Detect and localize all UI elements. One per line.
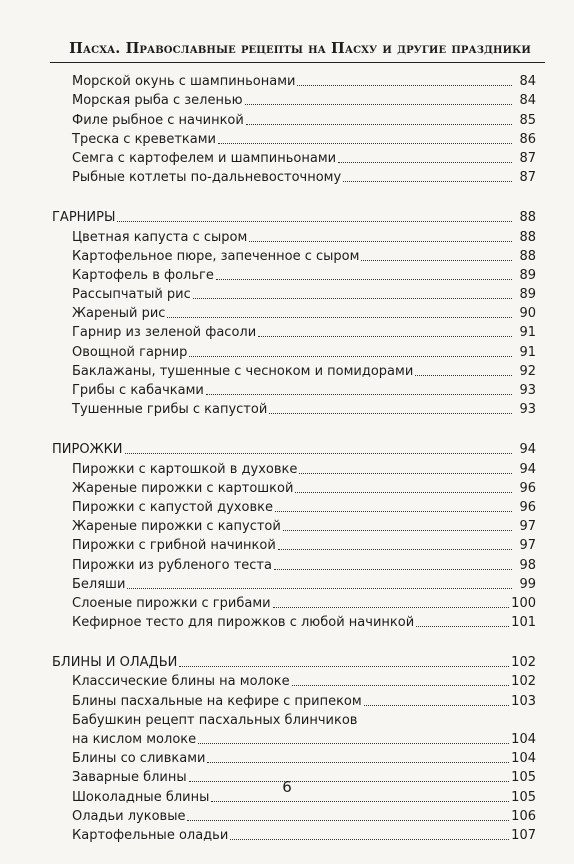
toc-entry-title: Классические блины на молоке bbox=[72, 674, 290, 690]
dot-leader bbox=[187, 820, 509, 821]
toc-entry-page: 84 bbox=[519, 93, 536, 109]
toc-entry bbox=[52, 611, 536, 630]
toc-entry bbox=[52, 108, 536, 127]
toc-entry-page: 87 bbox=[519, 150, 536, 166]
toc-entry bbox=[52, 128, 536, 147]
toc-section bbox=[52, 70, 536, 185]
toc-entry-page: 94 bbox=[519, 442, 536, 458]
toc-entry bbox=[52, 70, 536, 89]
toc-entry bbox=[52, 89, 536, 108]
toc-entry-page: 97 bbox=[519, 538, 536, 554]
dot-leader bbox=[193, 298, 512, 299]
page-number: 6 bbox=[282, 778, 292, 796]
dot-leader bbox=[274, 569, 512, 570]
toc-section-heading bbox=[52, 651, 536, 670]
dot-leader bbox=[167, 317, 512, 318]
dot-leader bbox=[127, 588, 512, 589]
toc-entry bbox=[52, 340, 536, 359]
toc-entry-page: 101 bbox=[511, 615, 536, 631]
toc-entry-title: Беляши bbox=[72, 576, 126, 592]
toc-entry bbox=[52, 824, 536, 843]
header-rule bbox=[50, 62, 545, 63]
toc-section-heading bbox=[52, 206, 536, 225]
toc-entry bbox=[52, 534, 536, 553]
toc-entry-title: Морской окунь с шампиньонами bbox=[72, 74, 296, 90]
toc-entry bbox=[52, 245, 536, 264]
dot-leader bbox=[245, 104, 512, 105]
toc-entry-title: Овощной гарнир bbox=[72, 344, 188, 360]
running-header: Пасха. Православные рецепты на Пасху и другие праздники bbox=[69, 40, 531, 57]
toc-entry bbox=[52, 747, 536, 766]
toc-entry bbox=[52, 496, 536, 515]
toc-entry-title: Картофель в фольге bbox=[72, 267, 214, 283]
toc-entry-page: 104 bbox=[511, 751, 536, 767]
toc-entry-title: Картофельные оладьи bbox=[72, 827, 229, 843]
toc-entry bbox=[52, 283, 536, 302]
toc-entry-title: Картофельное пюре, запеченное с сыром bbox=[72, 248, 360, 264]
toc-entry-title: Треска с креветками bbox=[72, 131, 216, 147]
dot-leader bbox=[269, 413, 512, 414]
dot-leader bbox=[125, 453, 512, 454]
toc-entry bbox=[52, 689, 536, 708]
toc-entry-title: на кислом молоке bbox=[72, 732, 197, 747]
dot-leader bbox=[179, 666, 509, 667]
dot-leader bbox=[230, 839, 509, 840]
toc-entry-title: Цветная капуста с сыром bbox=[72, 229, 248, 245]
toc-entry bbox=[52, 592, 536, 611]
toc-entry-page: 97 bbox=[519, 519, 536, 535]
toc-entry-title: Жареные пирожки с картошкой bbox=[72, 480, 294, 496]
toc-entry bbox=[52, 515, 536, 534]
toc-entry-title: Семга с картофелем и шампиньонами bbox=[72, 150, 337, 166]
toc-entry-title: Баклажаны, тушенные с чесноком и помидорами bbox=[72, 363, 414, 379]
dot-leader bbox=[278, 549, 512, 550]
dot-leader bbox=[216, 279, 512, 280]
toc-entry-title: Рассыпчатый рис bbox=[72, 287, 191, 303]
toc-entry bbox=[52, 457, 536, 476]
toc-entry-page: 102 bbox=[511, 674, 536, 690]
toc-entry-title: Грибы с кабачками bbox=[72, 383, 204, 398]
dot-leader bbox=[273, 607, 510, 608]
toc-entry-page: 96 bbox=[519, 480, 536, 496]
toc-entry-title: Заварные блины bbox=[72, 770, 187, 786]
toc-entry-page: 88 bbox=[519, 248, 536, 264]
toc-entry bbox=[52, 321, 536, 340]
toc-entry-title: Филе рыбное с начинкой bbox=[72, 112, 244, 128]
dot-leader bbox=[338, 162, 512, 163]
toc-entry-page: 106 bbox=[511, 808, 536, 824]
toc-entry bbox=[52, 379, 536, 398]
dot-leader bbox=[258, 336, 512, 337]
toc-entry bbox=[52, 398, 536, 417]
toc-entry bbox=[52, 302, 536, 321]
toc-entry-page: 100 bbox=[511, 595, 536, 611]
toc-entry-page: 98 bbox=[519, 557, 536, 573]
toc-entry bbox=[52, 360, 536, 379]
toc-entry bbox=[52, 166, 536, 185]
toc-entry-title: Бабушкин рецепт пасхальных блинчиков bbox=[72, 712, 358, 728]
toc-section bbox=[52, 651, 536, 843]
toc-entry-page: 105 bbox=[511, 770, 536, 786]
dot-leader bbox=[292, 685, 510, 686]
toc-entry-title: Шоколадные блины bbox=[72, 789, 210, 805]
dot-leader bbox=[416, 626, 509, 627]
dot-leader bbox=[206, 394, 512, 395]
toc-entry-title: Пирожки из рубленого теста bbox=[72, 557, 272, 573]
toc-entry-title: Рыбные котлеты по-дальневосточному bbox=[72, 170, 342, 186]
dot-leader bbox=[364, 705, 509, 706]
toc-section bbox=[52, 206, 536, 417]
dot-leader bbox=[117, 221, 512, 222]
toc-entry-title: Жареный рис bbox=[72, 306, 166, 322]
toc-entry-page: 88 bbox=[519, 229, 536, 245]
toc-entry-title: Оладьи луковые bbox=[72, 808, 186, 824]
dot-leader bbox=[249, 241, 512, 242]
toc-entry bbox=[52, 553, 536, 572]
toc-entry-page: 90 bbox=[519, 306, 536, 322]
toc-entry-page: 99 bbox=[519, 576, 536, 592]
toc-entry bbox=[52, 670, 536, 689]
toc-entry-continued bbox=[52, 728, 536, 747]
dot-leader bbox=[198, 743, 509, 744]
toc-entry-page: 96 bbox=[519, 499, 536, 515]
toc-entry-title: Блины пасхальные на кефире с припеком bbox=[72, 693, 362, 709]
dot-leader bbox=[361, 260, 512, 261]
dot-leader bbox=[275, 511, 512, 512]
toc-entry-page: 92 bbox=[519, 363, 536, 379]
toc-entry-page: 91 bbox=[519, 344, 536, 360]
dot-leader bbox=[207, 762, 509, 763]
toc-entry bbox=[52, 147, 536, 166]
dot-leader bbox=[343, 181, 512, 182]
dot-leader bbox=[218, 143, 512, 144]
toc-section-heading bbox=[52, 438, 536, 457]
dot-leader bbox=[189, 356, 512, 357]
toc-entry-title: Жареные пирожки с капустой bbox=[72, 519, 281, 535]
toc-section bbox=[52, 438, 536, 630]
toc-entry-page: 88 bbox=[519, 210, 536, 226]
toc-entry-page: 84 bbox=[519, 74, 536, 90]
toc-entry-page: 104 bbox=[511, 732, 536, 747]
toc-entry-title: Кефирное тесто для пирожков с любой начинкой bbox=[72, 615, 415, 631]
dot-leader bbox=[246, 124, 512, 125]
toc-entry bbox=[52, 477, 536, 496]
toc-entry-page: 94 bbox=[519, 461, 536, 477]
toc-entry-page: 93 bbox=[519, 383, 536, 398]
toc-entry-page: 105 bbox=[511, 789, 536, 805]
dot-leader bbox=[297, 85, 512, 86]
table-of-contents bbox=[52, 70, 536, 864]
toc-entry-page: 107 bbox=[511, 827, 536, 843]
toc-entry-title: ГАРНИРЫ bbox=[52, 210, 116, 226]
toc-entry-title: БЛИНЫ И ОЛАДЬИ bbox=[52, 655, 178, 671]
toc-entry bbox=[52, 264, 536, 283]
toc-entry bbox=[52, 225, 536, 244]
toc-entry-title: Слоеные пирожки с грибами bbox=[72, 595, 271, 611]
toc-entry bbox=[52, 709, 536, 728]
toc-entry-page: 103 bbox=[511, 693, 536, 709]
toc-entry-page: 93 bbox=[519, 402, 536, 418]
toc-entry-title: Морская рыба с зеленью bbox=[72, 93, 243, 109]
toc-entry bbox=[52, 573, 536, 592]
toc-entry-page: 102 bbox=[511, 655, 536, 671]
dot-leader bbox=[299, 473, 512, 474]
toc-entry-title: Гарнир из зеленой фасоли bbox=[72, 325, 257, 341]
toc-entry-page: 86 bbox=[519, 131, 536, 147]
dot-leader bbox=[283, 530, 512, 531]
dot-leader bbox=[211, 801, 509, 802]
toc-entry-title: Пирожки с грибной начинкой bbox=[72, 538, 276, 554]
toc-entry-page: 87 bbox=[519, 170, 536, 186]
toc-entry-page: 85 bbox=[519, 112, 536, 128]
toc-entry-page: 89 bbox=[519, 287, 536, 303]
toc-entry-title: Тушенные грибы с капустой bbox=[72, 402, 268, 418]
toc-entry-title: Пирожки с капустой духовке bbox=[72, 499, 273, 515]
dot-leader bbox=[415, 375, 512, 376]
toc-entry-title: Пирожки с картошкой в духовке bbox=[72, 461, 298, 477]
dot-leader bbox=[295, 492, 512, 493]
toc-entry-title: Блины со сливками bbox=[72, 751, 206, 767]
toc-entry-page: 89 bbox=[519, 267, 536, 283]
toc-entry-page: 91 bbox=[519, 325, 536, 341]
toc-entry-title: ПИРОЖКИ bbox=[52, 442, 123, 458]
toc-entry bbox=[52, 805, 536, 824]
